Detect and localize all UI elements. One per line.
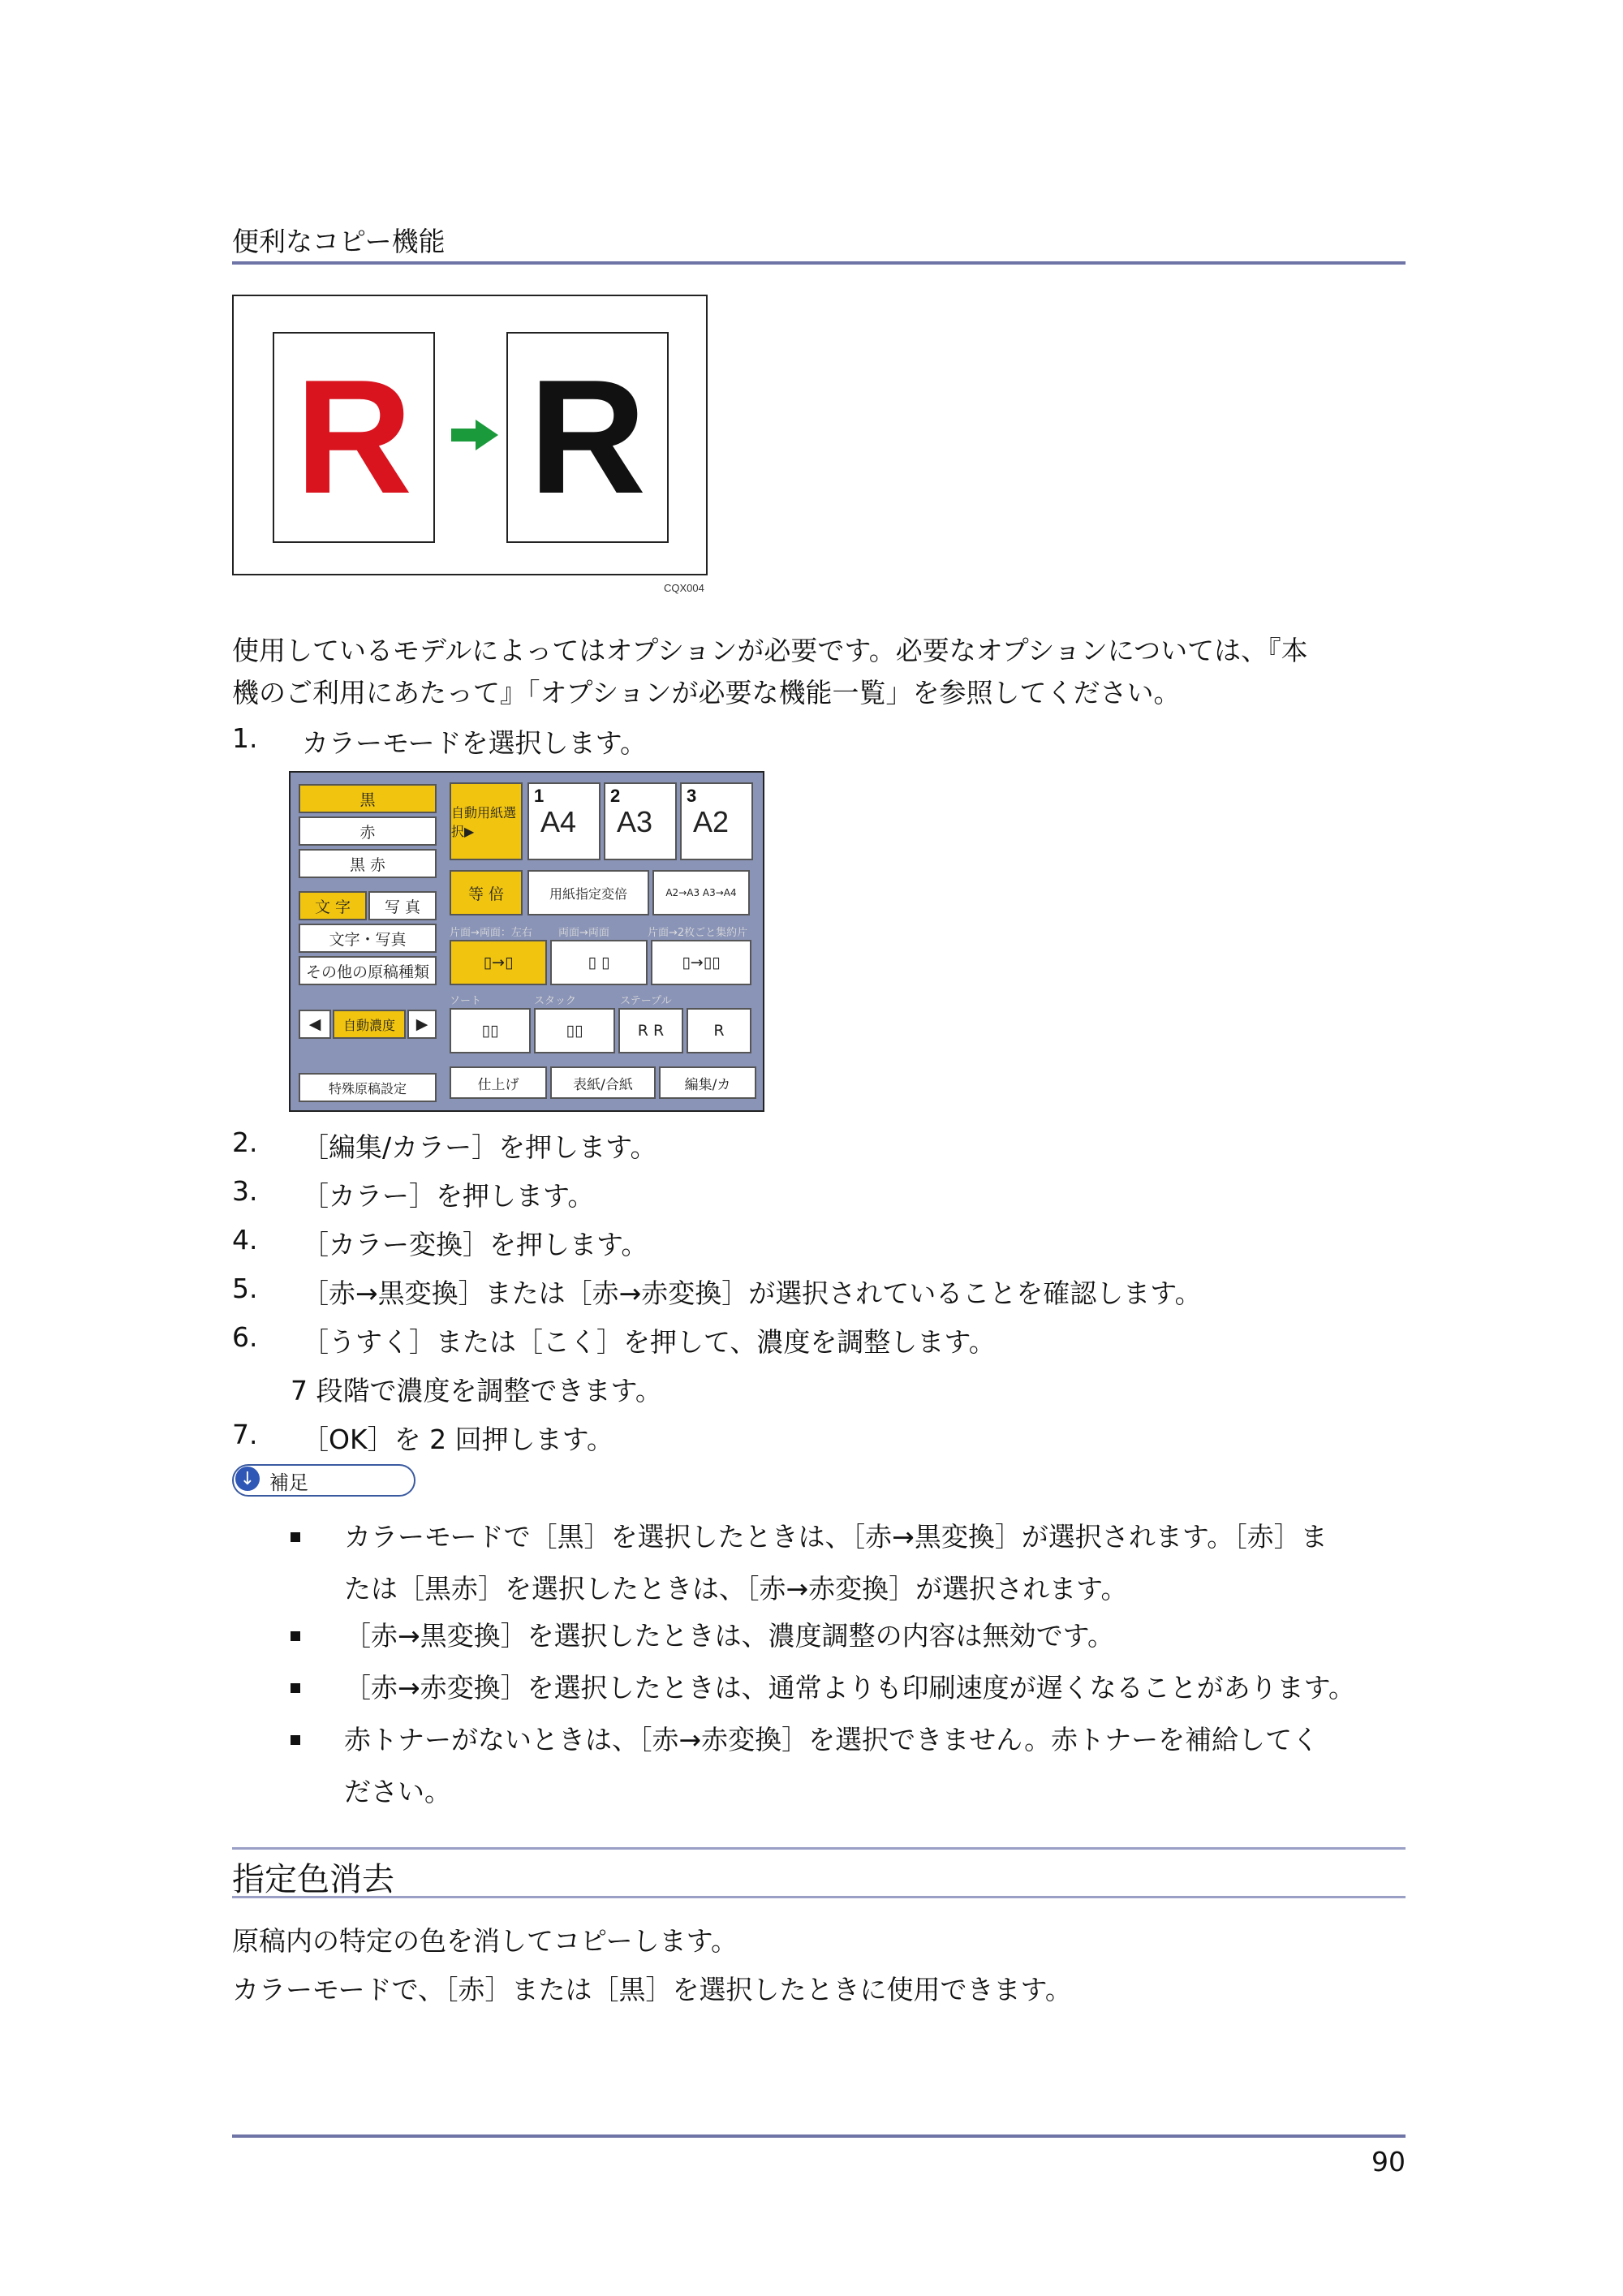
- step-number: 7.: [232, 1419, 258, 1450]
- step-number: 1.: [232, 722, 258, 754]
- tab-cover[interactable]: 表紙/合紙: [550, 1066, 656, 1099]
- red-letter-card: R: [273, 332, 435, 543]
- bullet-line: ださい。: [344, 1776, 451, 1807]
- sort-label: ソート: [450, 995, 482, 1007]
- tray-number: 3: [687, 786, 697, 806]
- same-size-button[interactable]: 等 倍: [450, 870, 523, 915]
- duplex-button-2[interactable]: ▯ ▯: [550, 940, 648, 985]
- step-number: 4.: [232, 1224, 258, 1256]
- footer-rule: [232, 2134, 1406, 2138]
- step-text: ［編集/カラー］を押します。: [302, 1131, 657, 1163]
- duplex-button-3[interactable]: ▯→▯▯: [651, 940, 751, 985]
- density-left-button[interactable]: ◀: [299, 1010, 331, 1039]
- step-number: 3.: [232, 1175, 258, 1207]
- step-text: ［OK］を 2 回押します。: [302, 1424, 613, 1455]
- bullet-line: ［赤→黒変換］を選択したときは、濃度調整の内容は無効です。: [344, 1620, 1115, 1652]
- step-text: ［赤→黒変換］または［赤→赤変換］が選択されていることを確認します。: [302, 1277, 1202, 1309]
- red-mode-button[interactable]: 赤: [299, 816, 437, 846]
- section-rule-bottom: [232, 1896, 1406, 1898]
- bullet-line: カラーモードで［黒］を選択したときは、［赤→黒変換］が選択されます。［赤］ま: [344, 1521, 1328, 1553]
- stack-button[interactable]: ▯▯: [534, 1008, 615, 1053]
- running-header: 便利なコピー機能: [232, 226, 446, 257]
- duplex-label: 片面→2枚ごと集約片: [648, 927, 748, 939]
- text-mode-button[interactable]: 文 字: [299, 891, 367, 920]
- auto-density-button[interactable]: 自動濃度: [333, 1010, 406, 1039]
- bullet-line: たは［黒赤］を選択したときは、［赤→赤変換］が選択されます。: [344, 1573, 1128, 1605]
- density-right-button[interactable]: ▶: [407, 1010, 437, 1039]
- step-note: 7 段階で濃度を調整できます。: [291, 1375, 662, 1406]
- photo-mode-button[interactable]: 写 真: [368, 891, 437, 920]
- bullet-line: 赤トナーがないときは、［赤→赤変換］を選択できません。赤トナーを補給してく: [344, 1724, 1319, 1755]
- other-original-button[interactable]: その他の原稿種類: [299, 956, 437, 985]
- step-text: ［うすく］または［こく］を押して、濃度を調整します。: [302, 1326, 996, 1358]
- bullet-icon: [291, 1532, 300, 1542]
- intro-line-2: 機のご利用にあたって』「オプションが必要な機能一覧」を参照してください。: [232, 677, 1181, 709]
- sort-label: ステープル: [620, 995, 672, 1007]
- tray-number: 1: [534, 786, 545, 806]
- text-photo-button[interactable]: 文字・写真: [299, 924, 437, 953]
- bullet-icon: [291, 1631, 300, 1641]
- sort-label: スタック: [534, 995, 577, 1007]
- step-text: ［カラー変換］を押します。: [302, 1229, 648, 1260]
- conversion-figure: [232, 295, 708, 575]
- step-number: 6.: [232, 1321, 258, 1353]
- ratio-preset-button[interactable]: A2→A3 A3→A4: [652, 870, 750, 915]
- section-line: カラーモードで、［赤］または［黒］を選択したときに使用できます。: [232, 1974, 1072, 2005]
- tray-number: 2: [610, 786, 621, 806]
- step-number: 5.: [232, 1273, 258, 1304]
- section-line: 原稿内の特定の色を消してコピーします。: [232, 1925, 738, 1957]
- paper-tray-1[interactable]: [527, 782, 601, 860]
- paper-ratio-button[interactable]: 用紙指定変倍: [527, 870, 649, 915]
- duplex-button-1[interactable]: ▯→▯: [450, 940, 547, 985]
- duplex-label: 両面→両面: [558, 927, 609, 939]
- step-text: カラーモードを選択します。: [302, 727, 648, 759]
- step-number: 2.: [232, 1126, 258, 1158]
- step-text: ［カラー］を押します。: [302, 1180, 595, 1212]
- down-arrow-icon: ↓: [235, 1467, 260, 1491]
- tray-size: A3: [617, 805, 653, 838]
- special-original-button[interactable]: 特殊原稿設定: [299, 1073, 437, 1102]
- control-panel-screenshot: [289, 771, 764, 1112]
- figure-caption: CQX004: [664, 582, 704, 594]
- auto-paper-select-button[interactable]: 自動用紙選択▶: [450, 782, 523, 860]
- staple-position-button[interactable]: R: [687, 1008, 751, 1053]
- bullet-icon: [291, 1735, 300, 1745]
- intro-line-1: 使用しているモデルによってはオプションが必要です。必要なオプションについては、『本: [232, 635, 1308, 666]
- section-rule-top: [232, 1847, 1406, 1850]
- section-title: 指定色消去: [232, 1861, 394, 1898]
- black-letter-card: R: [506, 332, 669, 543]
- paper-tray-3[interactable]: [680, 782, 753, 860]
- tab-edit-color[interactable]: 編集/カ: [659, 1066, 756, 1099]
- staple-button[interactable]: R R: [618, 1008, 683, 1053]
- paper-tray-2[interactable]: [604, 782, 677, 860]
- bullet-icon: [291, 1683, 300, 1693]
- bullet-line: ［赤→赤変換］を選択したときは、通常よりも印刷速度が遅くなることがあります。: [344, 1672, 1356, 1704]
- black-mode-button[interactable]: 黒: [299, 784, 437, 813]
- sort-button[interactable]: ▯▯: [450, 1008, 531, 1053]
- header-rule: [232, 261, 1406, 265]
- tray-size: A2: [693, 805, 730, 838]
- tab-finish[interactable]: 仕上げ: [450, 1066, 547, 1099]
- tray-size: A4: [540, 805, 577, 838]
- black-red-mode-button[interactable]: 黒 赤: [299, 849, 437, 878]
- note-badge: [232, 1464, 415, 1497]
- note-label: 補足: [269, 1471, 308, 1494]
- page-number: 90: [1371, 2146, 1406, 2178]
- duplex-label: 片面→両面：左右: [450, 927, 532, 939]
- green-arrow-icon: [451, 420, 498, 450]
